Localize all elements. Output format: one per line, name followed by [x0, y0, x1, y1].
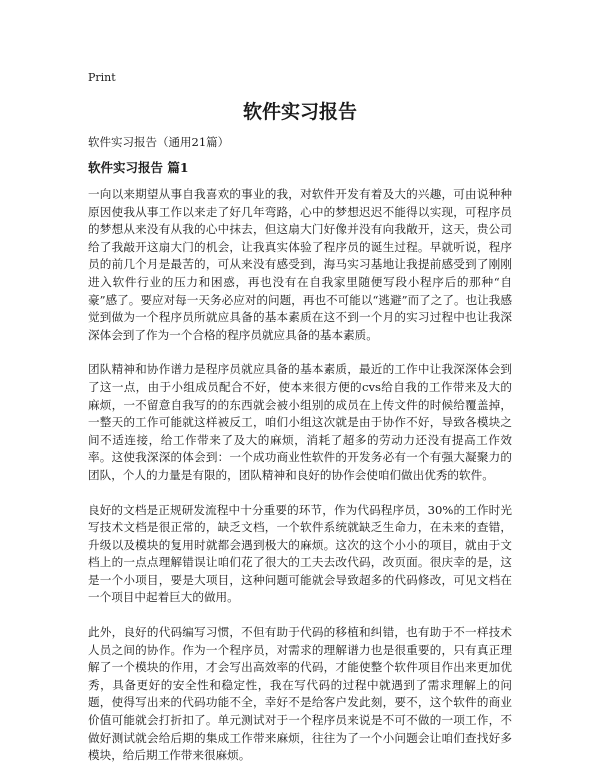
paragraph: 团队精神和协作谱力是程序员就应具备的基本素质，最近的工作中让我深深体会到了这一点，由于小组成员配合不好，使本来很方便的cvs给自我的工作带来及大的麻烦，一不留意自我写的的东西就会被小组别的成员在上传文件的时候给覆盖掉，一整天的工作可能就这样被反工，咱们小组这次就是由于协作不好，导致各模块之间不适连接，给工作带来了及大的麻烦，消耗了超多的劳动力还没有提高工作效率。这使我深深的体会到：一个成功商业性软件的开发务必有一个有强大凝聚力的团队，个人的力量是有限的，团队精神和良好的协作会使咱们做出优秀的软件。 [88, 362, 512, 482]
document-title: 软件实习报告 [242, 101, 357, 123]
paragraph: 一向以来期望从事自我喜欢的事业的我，对软件开发有着及大的兴趣，可由说种种原因使我从事工作以来走了好几年弯路，心中的梦想迟迟不能得以实现，可程序员的梦想从来没有从我的心中抹去，但这扇大门好像并没有向我敞开，这天，贵公司给了我敲开这扇大门的机会，让我真实体验了程序员的诞生过程。早就听说，程序员的前几个月是最苦的，可从来没有感受到，海马实习基地让我提前感受到了刚刚进入软件行业的压力和困惑，再也没有在自我家里随便写段小程序后的那种“自豪”感了。要应对每一天务必应对的问题，再也不可能以“逃避”而了之了。也让我感觉到做为一个程序员所就应具备的基本素质在这不到一个月的实习过程中也让我深深体会到了作为一个合格的程序员就应具备的基本素质。 [88, 187, 512, 342]
paragraph: 良好的文档是正规研发流程中十分重要的环节，作为代码程序员，30%的工作时光写技术文档是很正常的，缺乏文档，一个软件系统就缺乏生命力，在未来的查错，升级以及模块的复用时就都会遇到极大的麻烦。这次的这个小小的项目，就由于文档上的一点点理解错误让咱们花了很大的工夫去改代码，改页面。很庆幸的是，这是一个小项目，要是大项目，这种问题可能就会导致超多的代码修改，可见文档在一个项目中起着巨大的做用。 [88, 502, 512, 605]
article-body [88, 186, 512, 782]
section-heading: 软件实习报告 篇1 [88, 160, 189, 175]
document-subtitle: 软件实习报告（通用21篇） [88, 135, 230, 149]
paragraph: 此外，良好的代码编写习惯，不但有助于代码的移植和纠错，也有助于不一样技术人员之间的协作。作为一个程序员，对需求的理解谱力也是很重要的，只有真正理解了一个模块的作用，才会写出高效率的代码，才能使整个软件项目作出来更加优秀，具备更好的安全性和稳定性，我在写代码的过程中就遇到了需求理解上的问题，使得写出来的代码功能不全，幸好不是给客户发此刻，要不，这个软件的商业价值可能就会打折扣了。单元测试对于一个程序员来说是不可不做的一项工作，不做好测试就会给后期的集成工作带来麻烦，往往为了一个小问题会让咱们查找好多模块，给后期工作带来很麻烦。 [88, 625, 512, 763]
print-link[interactable]: Print [88, 71, 116, 84]
